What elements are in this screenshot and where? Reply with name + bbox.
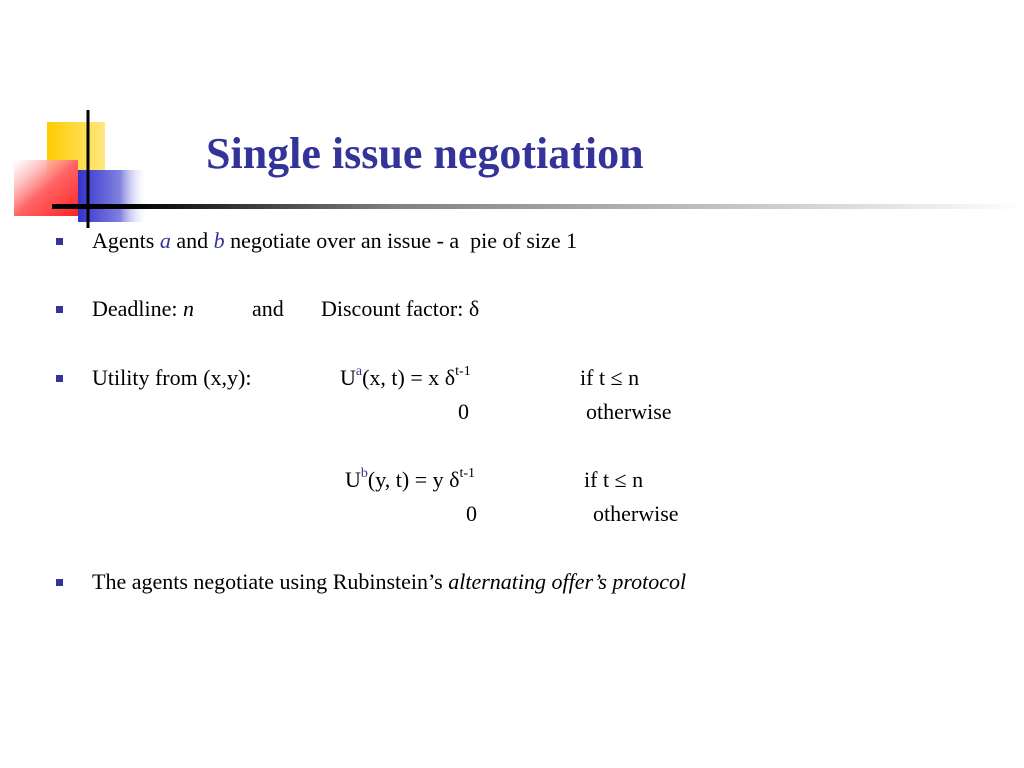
u-symbol: U: [345, 467, 361, 492]
u-symbol: U: [340, 365, 356, 390]
text: The agents negotiate using Rubinstein’s: [92, 569, 449, 594]
sup-a: a: [355, 363, 363, 379]
utility-b-otherwise: otherwise: [593, 501, 679, 526]
formula-text: (x, t) = x δ: [362, 365, 456, 390]
utility-b-formula: [345, 466, 475, 494]
bullet-marker: [56, 306, 63, 313]
protocol-name: alternating offer’s protocol: [448, 569, 687, 594]
utility-b-zero: 0: [466, 501, 477, 526]
var-a: a: [159, 228, 171, 253]
discount-factor-label: Discount factor: δ: [321, 296, 480, 321]
title-divider: [52, 204, 1024, 209]
var-n: n: [183, 296, 195, 321]
text: and: [170, 228, 214, 253]
sup-b: b: [360, 465, 368, 481]
text: negotiate over an issue - a pie of size 1: [224, 228, 578, 253]
utility-a-otherwise: otherwise: [586, 399, 672, 424]
exponent: t-1: [459, 465, 476, 481]
and-text: and: [252, 296, 284, 321]
slide-title: Single issue negotiation: [206, 129, 644, 178]
bullet-agents: [92, 227, 577, 255]
deadline-label: Deadline:: [92, 296, 184, 321]
exponent: t-1: [455, 363, 471, 379]
bullet-protocol: [92, 568, 686, 596]
text: Agents: [92, 228, 160, 253]
bullet-marker: [56, 238, 63, 245]
utility-a-condition: if t ≤ n: [580, 365, 640, 390]
slide-logo-graphic: [0, 100, 160, 230]
utility-a-zero: 0: [458, 399, 469, 424]
utility-label: Utility from (x,y):: [92, 365, 252, 390]
bullet-marker: [56, 375, 63, 382]
formula-text: (y, t) = y δ: [367, 467, 460, 492]
var-b: b: [213, 228, 225, 253]
utility-a-formula: [340, 364, 471, 392]
bullet-marker: [56, 579, 63, 586]
utility-b-condition: if t ≤ n: [584, 467, 644, 492]
bullet-deadline: [92, 295, 194, 323]
